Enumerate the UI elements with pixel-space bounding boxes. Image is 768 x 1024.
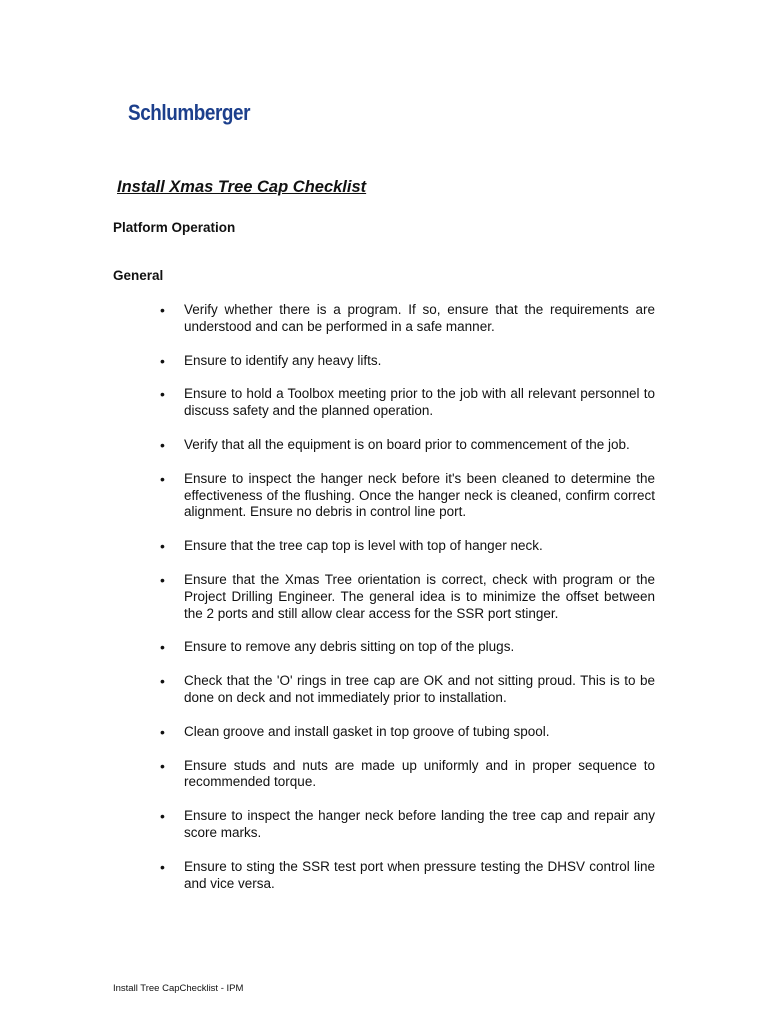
checklist-item-text: Ensure studs and nuts are made up uniformly and in proper sequence to recommended torque.	[184, 757, 655, 790]
checklist-item-text: Verify whether there is a program. If so, ensure that the requirements are understood and can be performed in a safe manner.	[184, 302, 655, 334]
checklist-item	[0, 639, 768, 656]
checklist-item	[0, 724, 768, 741]
bullet-icon: •	[160, 470, 165, 487]
checklist	[0, 302, 768, 909]
bullet-icon: •	[160, 808, 165, 825]
bullet-icon: •	[160, 302, 165, 318]
checklist-item	[0, 808, 768, 842]
checklist-item-text: Verify that all the equipment is on board prior to commencement of the job.	[184, 436, 630, 452]
bullet-icon: •	[160, 352, 165, 369]
checklist-item-text: Clean groove and install gasket in top groove of tubing spool.	[184, 723, 550, 739]
bullet-icon: •	[160, 436, 165, 453]
checklist-item	[0, 673, 768, 707]
checklist-item	[0, 859, 768, 893]
checklist-item-text: Ensure that the tree cap top is level with top of hanger neck.	[184, 538, 543, 554]
checklist-item	[0, 471, 768, 521]
company-logo: Schlumberger	[128, 100, 251, 125]
bullet-icon: •	[160, 571, 165, 588]
checklist-item-text: Ensure to remove any debris sitting on top of the plugs.	[184, 639, 515, 655]
checklist-item	[0, 758, 768, 792]
general-heading: General	[113, 268, 164, 283]
checklist-item-text: Ensure that the Xmas Tree orientation is correct, check with program or the Project Drilling Engineer. The general idea is to minimize the offset between the 2 ports and still allow clear access for the SSR port stinger.	[184, 571, 655, 621]
bullet-icon: •	[160, 673, 165, 690]
bullet-icon: •	[160, 757, 165, 774]
checklist-item-text: Check that the 'O' rings in tree cap are OK and not sitting proud. This is to be done on deck and not immediately prior to installation.	[184, 673, 655, 705]
checklist-item	[0, 353, 768, 370]
checklist-item-text: Ensure to sting the SSR test port when pressure testing the DHSV control line and vice versa.	[184, 858, 655, 891]
checklist-item-text: Ensure to hold a Toolbox meeting prior to the job with all relevant personnel to discuss safety and the planned operation.	[184, 386, 655, 419]
bullet-icon: •	[160, 639, 165, 656]
checklist-item	[0, 302, 768, 336]
bullet-icon: •	[160, 386, 165, 403]
checklist-item	[0, 386, 768, 420]
page-footer: Install Tree CapChecklist - IPM	[113, 983, 244, 994]
bullet-icon: •	[160, 858, 165, 875]
checklist-item-text: Ensure to identify any heavy lifts.	[184, 352, 382, 368]
bullet-icon: •	[160, 723, 165, 740]
bullet-icon: •	[160, 538, 165, 555]
checklist-item	[0, 538, 768, 555]
checklist-item-text: Ensure to inspect the hanger neck before landing the tree cap and repair any score marks.	[184, 808, 655, 840]
platform-operation-heading: Platform Operation	[113, 220, 236, 235]
checklist-item-text: Ensure to inspect the hanger neck before it's been cleaned to determine the effectiveness of the flushing. Once the hanger neck is cleaned, confirm correct alignment. Ensure no debris in control line port.	[184, 470, 655, 520]
checklist-item	[0, 437, 768, 454]
checklist-item	[0, 572, 768, 622]
document-title: Install Xmas Tree Cap Checklist	[117, 178, 367, 196]
